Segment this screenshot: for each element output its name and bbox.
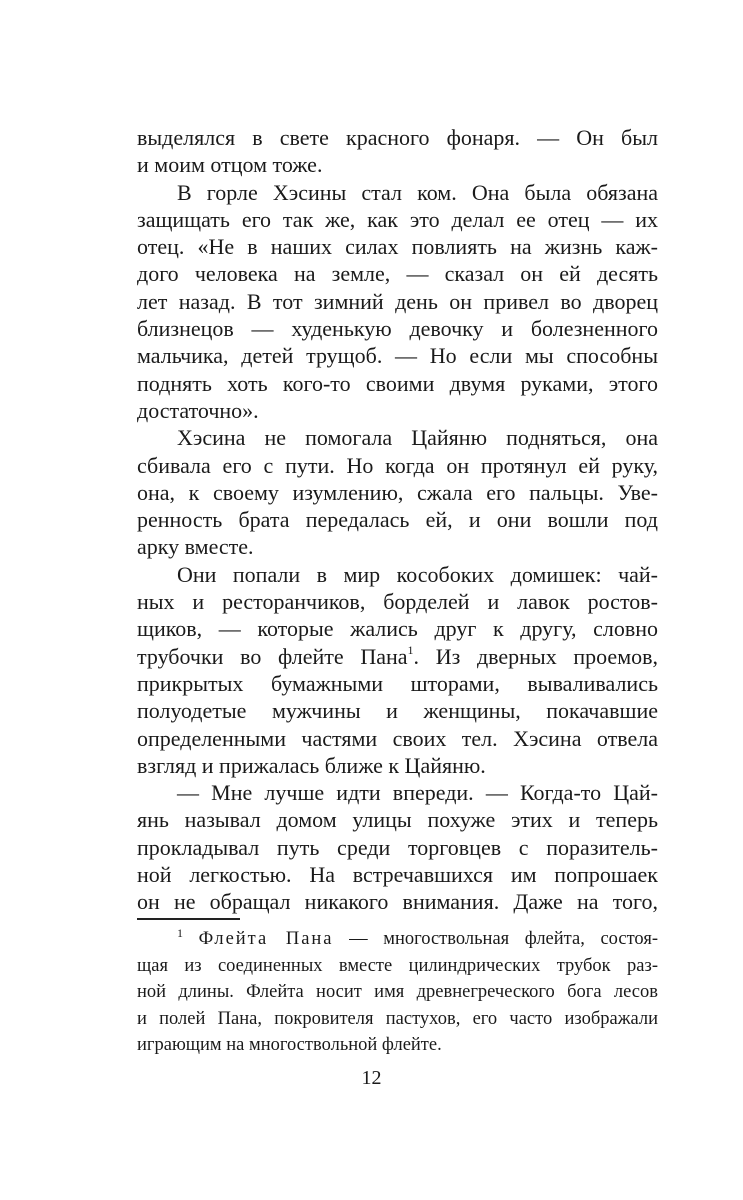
text-line-content: ренность брата передалась ей, и они вошли под: [137, 507, 658, 533]
text-line-content: полуодетые мужчины и женщины, покачавшие: [137, 698, 658, 724]
text-line: [137, 779, 658, 806]
text-line: [137, 725, 658, 752]
text-line: [137, 588, 658, 615]
text-line-content: сбивала его с пути. Но когда он протянул ей руку,: [137, 452, 658, 478]
text-line-content: отец. «Не в наших силах повлиять на жизнь каж-: [137, 234, 658, 260]
text-line-content: Хэсина не помогала Цайяню подняться, она: [177, 425, 658, 451]
text-line-content: достаточно».: [137, 397, 259, 423]
text-line: [137, 260, 658, 287]
text-line-content: В горле Хэсины стал ком. Она была обязана: [177, 179, 658, 205]
text-line-content: — Мне лучше идти впереди. — Когда-то Цай-: [177, 780, 658, 806]
text-line-content: дого человека на земле, — сказал он ей десять: [137, 261, 658, 287]
footnote-reference[interactable]: 1: [407, 642, 414, 657]
footnote-line: [137, 926, 658, 953]
text-line: [137, 452, 658, 479]
text-line: [137, 315, 658, 342]
text-line-content: взгляд и прижалась ближе к Цайяню.: [137, 752, 486, 778]
text-line: [137, 479, 658, 506]
text-line-content: янь называл домом улицы похуже этих и теперь: [137, 807, 658, 833]
footnote-text: — многоствольная флейта, состоя-: [333, 929, 658, 949]
footnote-line: играющим на многоствольной флейте.: [137, 1035, 442, 1055]
text-line-content: и моим отцом тоже.: [137, 152, 323, 178]
text-line-content: он не обращал никакого внимания. Даже на того,: [137, 889, 658, 915]
text-line-content: щиков, — которые жались друг к другу, словно: [137, 616, 658, 642]
text-line: [137, 888, 658, 915]
text-line-content: Они попали в мир кособоких домишек: чай-: [177, 561, 658, 587]
text-line: [137, 342, 658, 369]
footnote-marker: 1: [177, 926, 183, 940]
text-line-content: она, к своему изумлению, сжала его пальцы. Уве-: [137, 479, 658, 505]
text-line-content: поднять хоть кого-то своими двумя руками, этого: [137, 370, 658, 396]
page-number: 12: [361, 1067, 382, 1089]
text-line: [137, 397, 658, 424]
footnote-line: и полей Пана, покровителя пастухов, его часто изображали: [137, 1008, 658, 1029]
text-line: [137, 288, 658, 315]
text-line: [137, 179, 658, 206]
text-line-content: трубочки во флейте Пана: [137, 643, 408, 669]
text-line: [137, 506, 658, 533]
text-line-content: выделялся в свете красного фонаря. — Он был: [137, 125, 658, 150]
footnote-line: щая из соединенных вместе цилиндрических трубок раз-: [137, 955, 658, 976]
text-line: [137, 615, 658, 642]
text-line: [137, 206, 658, 233]
footnote-term: Флейта Пана: [198, 929, 334, 949]
text-line-content: ной легкостью. На встречавшихся им попрошаек: [137, 862, 658, 888]
text-line: [137, 561, 658, 588]
text-line-content: прокладывал путь среди торговцев с поразитель-: [137, 834, 658, 860]
text-line: [137, 643, 658, 670]
text-line: [137, 834, 658, 861]
text-line: [137, 806, 658, 833]
text-line: [137, 151, 658, 178]
text-line-content: прикрытых бумажными шторами, вываливались: [137, 670, 658, 696]
footnote: [137, 926, 658, 1059]
text-line: [137, 861, 658, 888]
text-line: [137, 697, 658, 724]
text-line: [137, 752, 658, 779]
text-line-content: мальчика, детей трущоб. — Но если мы способны: [137, 343, 658, 369]
text-line-content: арку вместе.: [137, 534, 254, 560]
text-line-content: защищать его так же, как это делал ее отец — их: [137, 206, 658, 232]
main-text: [137, 124, 658, 916]
text-line: [137, 124, 658, 151]
text-line-content: близнецов — худенькую девочку и болезненного: [137, 316, 658, 342]
text-line-content: определенными частями своих тел. Хэсина отвела: [137, 725, 658, 751]
text-line-content: ных и ресторанчиков, борделей и лавок ростов-: [137, 589, 658, 615]
text-line: [137, 670, 658, 697]
footnote-divider: [137, 918, 240, 920]
text-line: [137, 533, 658, 560]
footnote-line: ной длины. Флейта носит имя древнегреческого бога лесов: [137, 982, 658, 1002]
text-line: [137, 424, 658, 451]
text-line-content: . Из дверных проемов,: [413, 643, 659, 669]
text-line: [137, 370, 658, 397]
text-line-content: лет назад. В тот зимний день он привел во дворец: [137, 288, 658, 314]
text-line: [137, 233, 658, 260]
